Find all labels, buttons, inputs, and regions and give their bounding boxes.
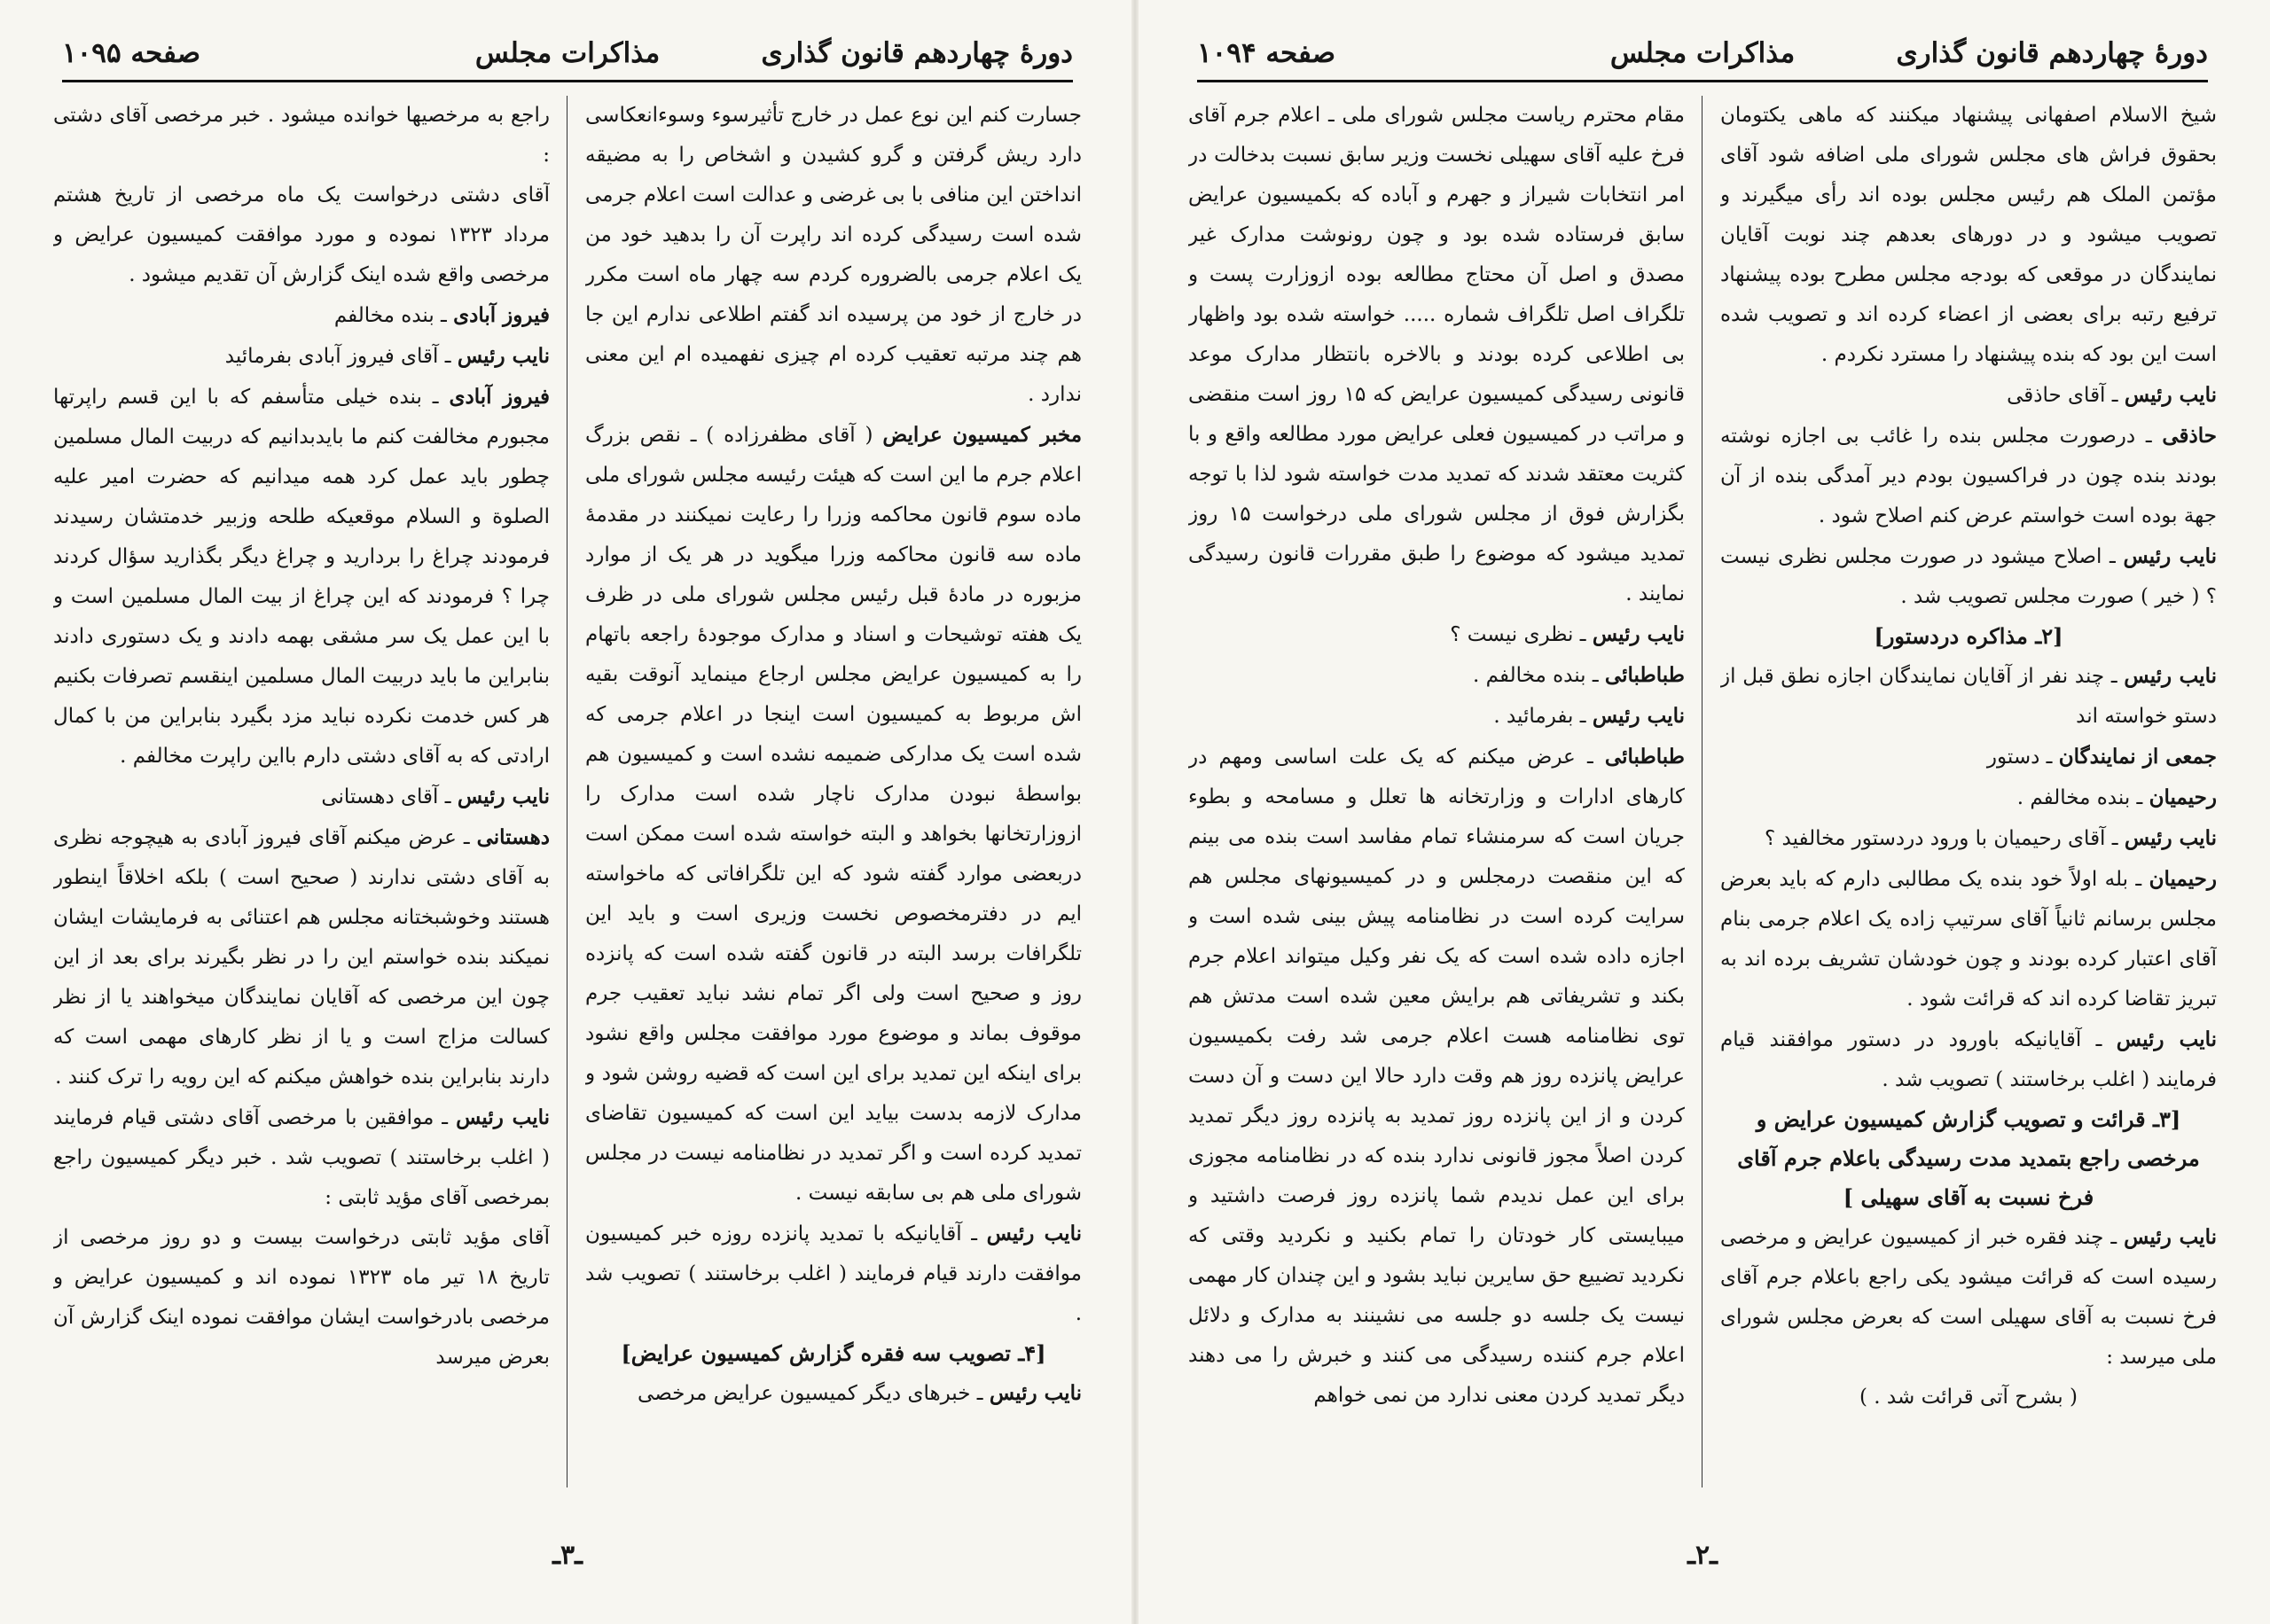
header-page-number: صفحه ۱۰۹۴: [1197, 37, 1336, 69]
paragraph: [585, 1373, 1082, 1414]
paragraph-text: شیخ الاسلام اصفهانی پیشنهاد میکنند که ماهی یکتومان بحقوق فراش های مجلس شورای ملی اضافه شود آقای مؤتمن الملک هم رئیس مجلس بوده اند رأی میگیرند و تصویب میشود و در دورهای بعدهم چند نوبت آقایان نمایندگان در موقعی که بودجه مجلس مطرح بوده پیشنهاد ترفیع رتبه برای بعضی از اعضاء کرده اند و تصویب شده است این بود که بنده پیشنهاد را مسترد نکردم .: [1720, 104, 2217, 366]
paragraph: [53, 176, 550, 295]
paragraph: [1720, 777, 2217, 818]
section-heading: [۲ـ مذاکره دردستور]: [1874, 623, 2063, 649]
paragraph-text: ـ چند فقره خبر از کمیسیون عرایض و مرخصی رسیده است که قرائت میشود یکی راجع باعلام جرم آقای فرخ نسبت به آقای سهیلی است که بعرض مجلس شورای ملی میرسد :: [1720, 1226, 2217, 1369]
page-header: [1197, 35, 2208, 82]
column-left: [53, 96, 550, 1496]
header-period: دورهٔ چهاردهم قانون گذاری: [1896, 37, 2208, 69]
paragraph-text: ـ نظری نیست ؟: [1450, 623, 1586, 646]
speaker-name: فیروز آبادی: [449, 385, 550, 409]
paragraph-text: ـ بنده مخالفم .: [2016, 786, 2143, 809]
page-footer-number: ـ۲ـ: [1687, 1540, 1718, 1571]
header-title: مذاکرات مجلس: [474, 37, 661, 69]
speaker-name: جمعی از نمایندگان: [2058, 745, 2217, 769]
paragraph: [1720, 536, 2217, 617]
speaker-name: نایب رئیس: [2124, 664, 2217, 688]
paragraph: [53, 295, 550, 336]
paragraph: [1720, 737, 2217, 777]
paragraph-text: ـ آقای حاذقی: [2007, 384, 2118, 407]
column-right: [585, 96, 1082, 1496]
paragraph-text: ـ چند نفر از آقایان نمایندگان اجازه نطق قبل از دستو خواسته اند: [1720, 665, 2217, 728]
paragraph: [1720, 375, 2217, 416]
paragraph-text: ـ بله اولاً خود بنده یک مطالبی دارم که باید بعرض مجلس برسانم ثانیاً آقای سرتیپ زاده یک اعلام جرمی بنام آقای اعتبار کرده بودند و چون خودشان تشریف برده اند به تبریز تقاضا کرده اند که قرائت شود .: [1720, 868, 2217, 1011]
paragraph: [53, 1218, 550, 1378]
paragraph: [1720, 1019, 2217, 1100]
paragraph-text: ـ بنده خیلی متأسفم که با این قسم راپرتها مجبورم مخالفت کنم ما بایدبدانیم که دربیت المال مسلمین چطور باید عمل کرد همه میدانیم که حضرت امیر علیه الصلوة و السلام موقعیکه طلحه وزبیر خدمتشان رسیدند فرمودند چراغ را بردارید و چراغ دیگر بگذارید سؤال کردند چرا ؟ فرمودند که این چراغ از بیت المال مسلمین است و با این عمل یک سر مشقی بهمه دادند و یک دستوری دادند بنابراین ما باید دربیت المال مسلمین اینقسم تصرفات بکنیم هر کس خدمت نکرده نباید مزد بگیرد بنابراین من با کمال ارادتی که به آقای دشتی دارم بااین راپرت مخالفم .: [53, 386, 550, 768]
paragraph: [53, 817, 550, 1097]
paragraph-text: ـ خبرهای دیگر کمیسیون عرایض مرخصی: [638, 1382, 983, 1405]
paragraph-text: ( آقای مظفرزاده ) ـ نقص بزرگ اعلام جرم ما این است که هیئت رئیسه مجلس شورای ملی ماده سوم قانون محاکمه وزرا را رعایت نمیکنند در مقدمهٔ ماده سه قانون محاکمه وزرا میگوید در هر یک از موارد مزبوره در مادهٔ قبل رئیس مجلس شورای ملی در ظرف یک هفته توشیحات و اسناد و مدارک موجودهٔ راجعه باتهام را به کمیسیون عرایض مجلس ارجاع مینماید آنوقت بقیه اش مربوط به کمیسیون است اینجا در اعلام جرمی که شده است یک مدارکی ضمیمه نشده است و کمیسیون هم بواسطهٔ نبودن مدارک ناچار شده است مدارک را ازوزارتخانها بخواهد و البته خواسته شده است ممکن است دربعضی موارد گفته شود که این تلگرافاتی که ماخواسته ایم در دفترمخصوص نخست وزیری است و باید این تلگرافات برسد البته در قانون گفته شده است که پانزده روز و صحیح است ولی اگر تمام نشد نباید تعقیب جرم موقوف بماند و موضوع مورد موافقت مجلس واقع نشود برای اینکه این تمدید برای این است که قضیه روشن شود و مدارک لازمه بدست بیاید این است که کمیسیون تقاضای تمدید کرده است و اگر تمدید در نظامنامه نیست در مجلس شورای ملی هم بی سابقه نیست .: [585, 424, 1082, 1205]
paragraph-text: ـ بنده مخالفم: [333, 304, 447, 327]
paragraph-text: ـ موافقین با مرخصی آقای دشتی قیام فرمایند ( اغلب برخاستند ) تصویب شد . خبر دیگر کمیسیون راجع بمرخصی آقای مؤید ثابتی :: [53, 1106, 550, 1209]
header-title: مذاکرات مجلس: [1609, 37, 1796, 69]
paragraph-text: ـ عرض میکنم آقای فیروز آبادی به هیچوجه نظری به آقای دشتی ندارند ( صحیح است ) بلکه اخلاقاً اینطور هستند وخوشبختانه مجلس هم اعتنائی به فرمایشات ایشان نمیکند بنده خواستم این را در نظر بگیرند برای بعد از این چون این مرخصی که آقایان نمایندگان میخواهند یا از نظر کسالت مزاج است و یا از نظر کارهای مهمی است که دارند بنابراین بنده خواهش میکنم که این رویه را ترک کنند .: [53, 826, 550, 1089]
speaker-name: نایب رئیس: [989, 1381, 1082, 1405]
paragraph: [585, 415, 1082, 1214]
paragraph-text: آقای دشتی درخواست یک ماه مرخصی از تاریخ هشتم مرداد ۱۳۲۳ نموده و مورد موافقت کمیسیون عرایض و مرخصی واقع شده اینک گزارش آن تقدیم میشود .: [53, 183, 550, 286]
text-columns: [1188, 96, 2217, 1496]
speaker-name: نایب رئیس: [2124, 1225, 2217, 1249]
speaker-name: حاذقی: [2162, 424, 2217, 448]
header-period: دورهٔ چهاردهم قانون گذاری: [761, 37, 1073, 69]
paragraph-text: آقای مؤید ثابتی درخواست بیست و دو روز مرخصی از تاریخ ۱۸ تیر ماه ۱۳۲۳ نموده اند و کمیسیون عرایض و مرخصی بادرخواست ایشان موافقت نموده اینک گزارش آن بعرض میرسد: [53, 1226, 550, 1369]
paragraph-text: ـ بفرمائید .: [1493, 705, 1586, 728]
speaker-name: مخبر کمیسیون عرایض: [882, 423, 1082, 447]
speaker-name: نایب رئیس: [986, 1222, 1082, 1245]
speaker-name: رحیمیان: [2149, 785, 2217, 809]
paragraph: [1188, 96, 1685, 614]
speaker-name: طباطبائی: [1604, 663, 1685, 687]
paragraph: [585, 1214, 1082, 1334]
speaker-name: دهستانی: [476, 825, 550, 849]
speaker-name: طباطبائی: [1604, 745, 1685, 769]
paragraph: [1720, 1217, 2217, 1378]
paragraph: [53, 377, 550, 777]
centered-note: ( بشرح آتی قرائت شد . ): [1859, 1386, 2078, 1409]
speaker-name: نایب رئیس: [457, 785, 550, 808]
paragraph: [1720, 859, 2217, 1019]
paragraph-text: جسارت کنم این نوع عمل در خارج تأثیرسوء وسوءانعکاسی دارد ریش گرفتن و گرو کشیدن و اشخاص را به مضیقه انداختن این منافی با بی غرضی و عدالت است اعلام جرمی شده است رسیدگی کرده اند راپرت آن را بدهید خود من یک اعلام جرمی بالضروره کردم سه چهار ماه است مکرر در خارج از خود من پرسیده اند گفتم اطلاعی ندارم این جا هم چند مرتبه تعقیب کرده ام چیزی نفهمیده ام این معنی ندارد .: [585, 104, 1082, 406]
page-header: [62, 35, 1073, 82]
speaker-name: نایب رئیس: [1592, 704, 1685, 728]
paragraph: [1720, 416, 2217, 536]
paragraph-text: مقام محترم ریاست مجلس شورای ملی ـ اعلام جرم آقای فرخ علیه آقای سهیلی نخست وزیر سابق نسبت بدخالت در امر انتخابات شیراز و جهرم و آباده که بکمیسیون عرایض سابق فرستاده شده بود و چون رونوشت مدارک غیر مصدق و اصل آن محتاج مطالعه بوده ازوزارت پست و تلگراف اصل تلگراف شماره ..... خواسته شده بود واظهار بی اطلاعی کرده بودند و بالاخره بانتظار مدارک موعد قانونی رسیدگی کمیسیون عرایض که ۱۵ روز است منقضی و مراتب در کمیسیون فعلی عرایض مورد مطالعه واقع و با کثریت معتقد شدند که تمدید مدت خواسته شود لذا با توجه بگزارش فوق از مجلس شورای ملی درخواست ۱۵ روز تمدید میشود که موضوع را طبق مقررات قانون رسیدگی نمایند .: [1188, 104, 1685, 605]
speaker-name: نایب رئیس: [456, 1105, 550, 1129]
paragraph-text: ـ آقای رحیمیان با ورود دردستور مخالفید ؟: [1764, 827, 2118, 850]
paragraph: [1720, 96, 2217, 375]
header-page-number: صفحه ۱۰۹۵: [62, 37, 201, 69]
paragraph: [1188, 614, 1685, 655]
paragraph-text: راجع به مرخصیها خوانده میشود . خبر مرخصی آقای دشتی :: [53, 104, 550, 167]
speaker-name: رحیمیان: [2149, 867, 2217, 891]
text-columns: [53, 96, 1082, 1496]
speaker-name: فیروز آبادی: [453, 303, 550, 327]
paragraph-text: ـ دستور: [1986, 746, 2053, 769]
paragraph-text: ـ اصلاح میشود در صورت مجلس نظری نیست ؟ ( خیر ) صورت مجلس تصویب شد .: [1720, 545, 2217, 608]
column-left: [1188, 96, 1685, 1496]
paragraph: [585, 96, 1082, 415]
section-heading: [۳ـ قرائت و تصویب گزارش کمیسیون عرایض و مرخصی راجع بتمدید مدت رسیدگی باعلام جرم آقای فرخ نسبت به آقای سهیلی ]: [1737, 1106, 2200, 1210]
section-heading: [۴ـ تصویب سه فقره گزارش کمیسیون عرایض]: [621, 1340, 1046, 1366]
paragraph: [53, 336, 550, 377]
speaker-name: نایب رئیس: [2116, 1027, 2217, 1051]
paragraph: [1720, 818, 2217, 859]
paragraph: [1188, 737, 1685, 1416]
paragraph: [1720, 656, 2217, 737]
speaker-name: نایب رئیس: [2123, 544, 2217, 568]
speaker-name: نایب رئیس: [1592, 622, 1685, 646]
paragraph-text: ـ درصورت مجلس بنده را غائب بی اجازه نوشته بودند بنده چون در فراکسیون بودم دیر آمدگی بنده از آن جهة بوده است خواستم عرض کنم اصلاح شود .: [1720, 425, 2217, 527]
speaker-name: نایب رئیس: [457, 344, 550, 368]
column-right: [1720, 96, 2217, 1496]
paragraph-text: ـ آقایانیکه با تمدید پانزده روزه خبر کمیسیون موافقت دارند قیام فرمایند ( اغلب برخاستند ) تصویب شد .: [585, 1222, 1082, 1325]
speaker-name: نایب رئیس: [2124, 826, 2217, 850]
paragraph-text: ـ آقای فیروز آبادی بفرمائید: [224, 345, 451, 368]
paragraph: [1188, 655, 1685, 696]
paragraph-text: ـ آقایانیکه باورود در دستور موافقند قیام فرمایند ( اغلب برخاستند ) تصویب شد .: [1720, 1028, 2217, 1091]
speaker-name: نایب رئیس: [2124, 383, 2217, 407]
column-divider: [567, 96, 568, 1487]
paragraph: [53, 96, 550, 176]
page-1094: [1135, 0, 2270, 1624]
paragraph-text: ـ آقای دهستانی: [321, 785, 451, 808]
paragraph: [1188, 696, 1685, 737]
page-footer-number: ـ۳ـ: [552, 1540, 583, 1571]
paragraph: [53, 1097, 550, 1218]
paragraph-text: ـ عرض میکنم که یک علت اساسی ومهم در کارهای ادارات و وزارتخانه ها تعلل و مسامحه و بطوء جریان است که سرمنشاء تمام مفاسد است بنده می بینم که این منقصت درمجلس و در کمیسیونهای مجلس هم سرایت کرده است در نظامنامه پیش بینی شده است و اجازه داده شده است که یک نفر وکیل میتواند اعلام جرم بکند و تشریفاتی هم برایش معین شده است مدتش هم توی نظامنامه هست اعلام جرمی شد رفت بکمیسیون عرایض پانزده روز هم وقت دارد حالا این دست و آن دست کردن و از این پانزده روز تمدید به پانزده روز دیگر تمدید کردن اصلاً مجوز قانونی ندارد بنده که در نظامنامه مجوزی برای این عمل ندیدم شما پانزده روز فرصت داشتید و میبایستی کار خودتان را تمام بکنید و نکردید وقتی که نکردید تضییع حق سایرین نباید بشود و این چندان کار مهمی نیست یک جلسه دو جلسه می نشینند به مدارک و دلائل اعلام جرم کننده رسیدگی می کنند و خبرش را می دهند دیگر تمدید کردن معنی ندارد من نمی خواهم: [1188, 746, 1685, 1407]
paragraph: [53, 777, 550, 817]
paragraph-text: ـ بنده مخالفم .: [1473, 664, 1599, 687]
